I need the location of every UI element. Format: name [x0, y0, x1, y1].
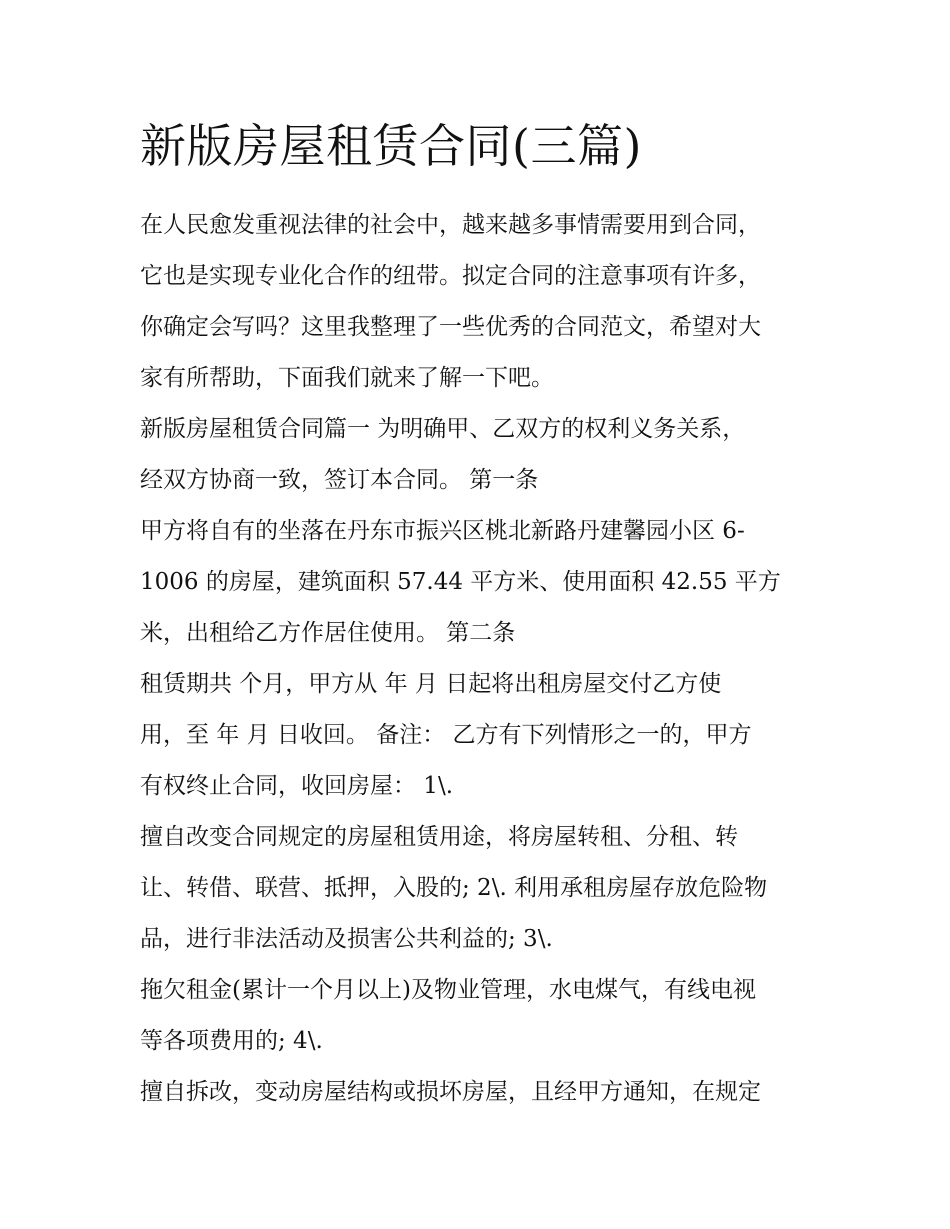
body-line: 租赁期共 个月，甲方从 年 月 日起将出租房屋交付乙方使 — [140, 671, 722, 697]
body-line: 你确定会写吗？这里我整理了一些优秀的合同范文，希望对大 — [140, 314, 761, 340]
body-line: 经双方协商一致，签订本合同。 第一条 — [140, 467, 539, 493]
body-line: 有权终止合同，收回房屋： 1\. — [140, 773, 454, 799]
body-line: 甲方将自有的坐落在丹东市振兴区桃北新路丹建馨园小区 6- — [140, 518, 745, 544]
body-line: 用，至 年 月 日收回。 备注： 乙方有下列情形之一的，甲方 — [140, 722, 752, 748]
body-line: 家有所帮助，下面我们就来了解一下吧。 — [140, 365, 554, 391]
body-line: 擅自拆改，变动房屋结构或损坏房屋，且经甲方通知，在规定 — [140, 1079, 761, 1105]
body-line: 拖欠租金(累计一个月以上)及物业管理，水电煤气，有线电视 — [140, 977, 756, 1003]
body-line: 擅自改变合同规定的房屋租赁用途，将房屋转租、分租、转 — [140, 824, 738, 850]
body-line: 在人民愈发重视法律的社会中，越来越多事情需要用到合同， — [140, 212, 761, 238]
body-line: 等各项费用的; 4\. — [140, 1028, 323, 1054]
body-line: 米，出租给乙方作居住使用。 第二条 — [140, 620, 516, 646]
document-title: 新版房屋租赁合同(三篇) — [140, 119, 642, 173]
document-body — [140, 200, 830, 1118]
body-line: 它也是实现专业化合作的纽带。拟定合同的注意事项有许多， — [140, 263, 761, 289]
body-line: 1006 的房屋，建筑面积 57.44 平方米、使用面积 42.55 平方 — [140, 569, 781, 595]
body-line: 品，进行非法活动及损害公共利益的; 3\. — [140, 926, 553, 952]
body-line: 让、转借、联营、抵押，入股的; 2\. 利用承租房屋存放危险物 — [140, 875, 768, 901]
body-line: 新版房屋租赁合同篇一 为明确甲、乙双方的权利义务关系， — [140, 416, 746, 442]
